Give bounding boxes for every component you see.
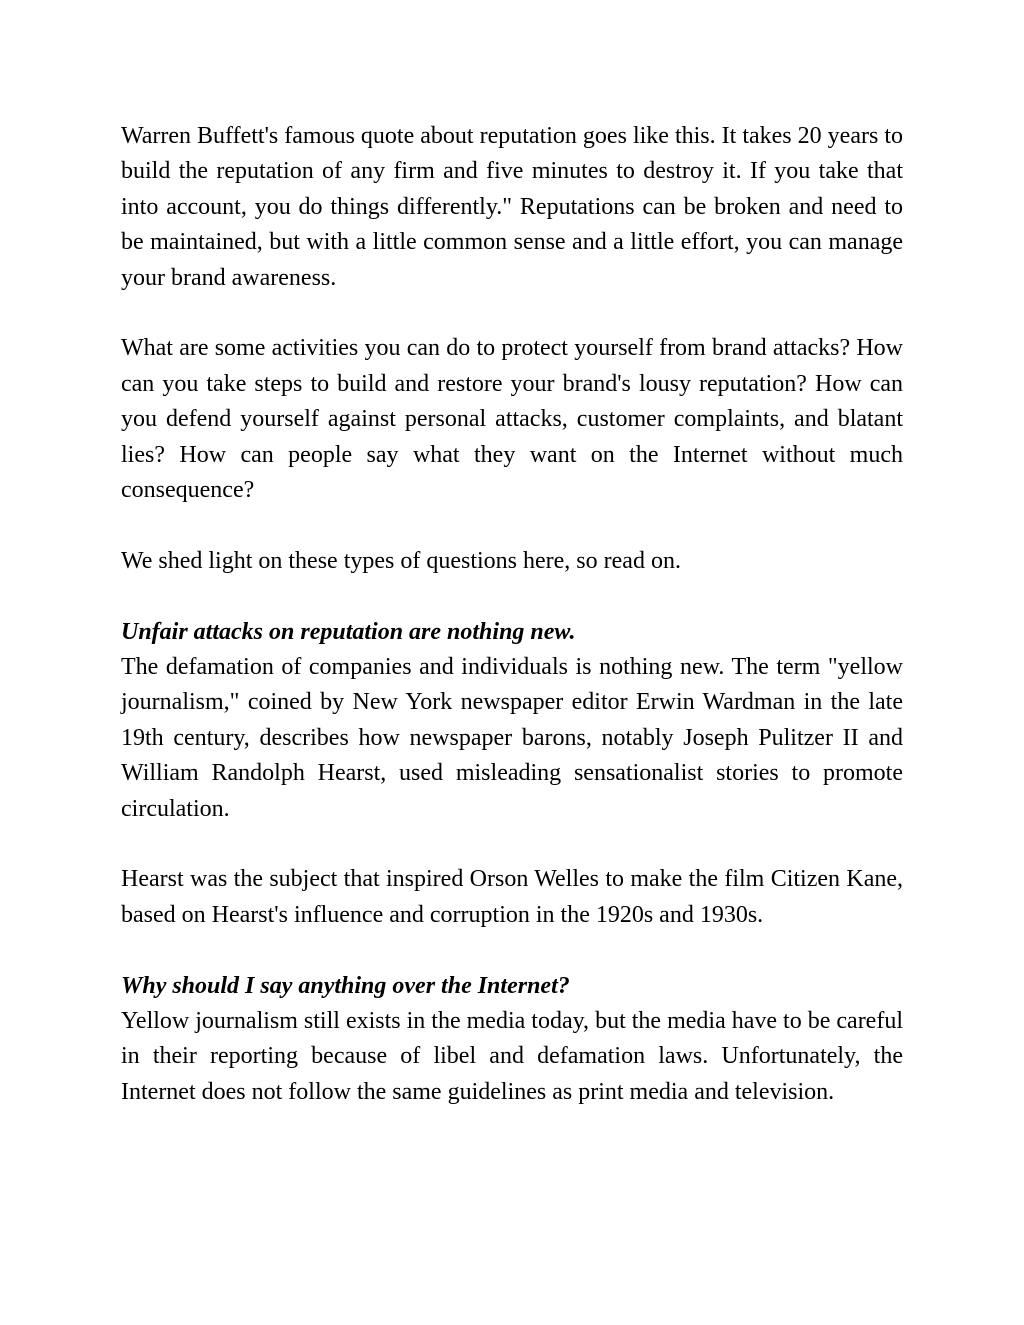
paragraph-questions: What are some activities you can do to protect yourself from brand attacks? How can you take steps to build and restore your brand's lousy reputation? How can you defend yourself against personal attacks, customer complaints, and blatant lies? How can people say what they want on the Internet without much consequence? bbox=[121, 335, 903, 504]
paragraph-spacer bbox=[121, 579, 903, 614]
paragraph-spacer bbox=[121, 296, 903, 331]
paragraph-read-on: We shed light on these types of questions here, so read on. bbox=[121, 547, 681, 574]
paragraph-yellow-journalism: The defamation of companies and individuals is nothing new. The term "yellow journalism," coined by New York newspaper editor Erwin Wardman in the late 19th century, describes how newspaper barons, notably Joseph Pulitzer II and William Randolph Hearst, used misleading sensationalist stories to promote circulation. bbox=[121, 654, 903, 822]
paragraph-hearst: Hearst was the subject that inspired Orson Welles to make the film Citizen Kane, based on Hearst's influence and corruption in the 1920s and 1930s. bbox=[121, 866, 903, 928]
section-heading-internet: Why should I say anything over the Internet? bbox=[121, 972, 570, 999]
paragraph-spacer bbox=[121, 827, 903, 862]
paragraph-internet-guidelines: Yellow journalism still exists in the media today, but the media have to be careful in their reporting because of libel and defamation laws. Unfortunately, the Internet does not follow the same guidelines as print media and television. bbox=[121, 1008, 903, 1105]
section-heading-unfair-attacks: Unfair attacks on reputation are nothing new. bbox=[121, 618, 576, 645]
paragraph-buffett-quote: Warren Buffett's famous quote about reputation goes like this. It takes 20 years to build the reputation of any firm and five minutes to destroy it. If you take that into account, you do things differently." Reputations can be broken and need to be maintained, but with a little common sense and a little effort, you can manage your brand awareness. bbox=[121, 123, 903, 291]
paragraph-spacer bbox=[121, 933, 903, 968]
paragraph-spacer bbox=[121, 508, 903, 543]
document-page bbox=[121, 119, 903, 1110]
